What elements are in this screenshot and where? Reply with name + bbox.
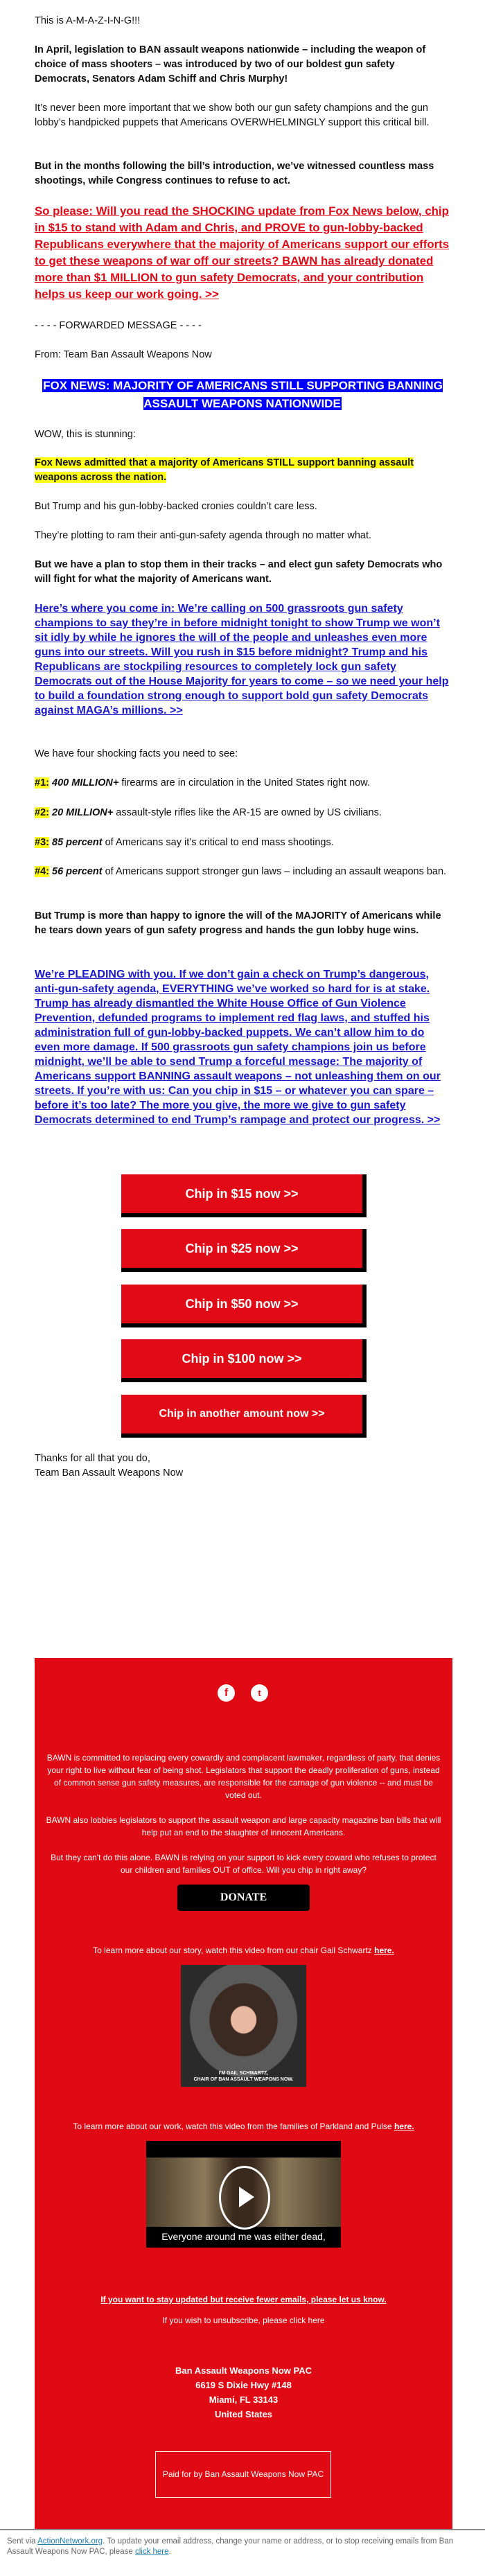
fact-number: #3: xyxy=(35,837,49,848)
chip-in-50-button[interactable]: Chip in $50 now >> xyxy=(121,1285,367,1327)
footer xyxy=(35,1658,452,2529)
unsubscribe-link[interactable]: If you wish to unsubscribe, please click here xyxy=(162,2315,325,2325)
story-text xyxy=(46,1944,441,1957)
paid-for-disclaimer: Paid for by Ban Assault Weapons Now PAC xyxy=(155,2451,331,2498)
highlighted-text: Fox News admitted that a majority of Americans STILL support banning assault weapons across the nation. xyxy=(35,457,414,483)
highlight-paragraph xyxy=(35,456,450,485)
fact-number: #2: xyxy=(35,807,49,818)
sent-prefix: Sent via xyxy=(7,2537,38,2546)
address-line: Miami, FL 33143 xyxy=(209,2394,279,2405)
shootings-paragraph: But in the months following the bill’s introduction, we’ve witnessed countless mass shootings, while Congress continues to refuse to act. xyxy=(35,161,434,186)
work-video-link[interactable]: here. xyxy=(394,2121,414,2131)
caption-line: CHAIR OF BAN ASSAULT WEAPONS NOW. xyxy=(193,2077,294,2082)
trump-paragraph: But Trump and his gun-lobby-backed cronies couldn’t care less. xyxy=(35,501,317,512)
divider xyxy=(0,2529,485,2530)
fact-text: assault-style rifles like the AR-15 are owned by US civilians. xyxy=(113,807,382,818)
chip-in-other-button[interactable]: Chip in another amount now >> xyxy=(121,1395,367,1438)
play-icon xyxy=(219,2166,270,2230)
plan-paragraph: But we have a plan to stop them in their tracks – and elect gun safety Democrats who will fight for what the majority of Americans want. xyxy=(35,559,443,585)
fact-number: #1: xyxy=(35,777,49,788)
actionnetwork-link[interactable]: ActionNetwork.org xyxy=(37,2537,103,2546)
headline-text: FOX NEWS: MAJORITY OF AMERICANS STILL SUPPORTING BANNING ASSAULT WEAPONS NATIONWIDE xyxy=(43,379,443,410)
address-line: Ban Assault Weapons Now PAC xyxy=(175,2365,312,2376)
address-line: 6619 S Dixie Hwy #148 xyxy=(195,2380,292,2390)
legislation-paragraph: In April, legislation to BAN assault weapons nationwide – including the weapon of choice of mass shooters – was introduced by two of our boldest gun safety Democrats, Senators Adam Schiff and Chris Murphy! xyxy=(35,44,426,85)
fewer-emails-text xyxy=(46,2293,441,2306)
fact-item xyxy=(35,776,450,791)
footer-mission: BAWN is committed to replacing every cowardly and complacent lawmaker, regardless of party, that denies your right to live without fear of being shot. Legislators that support the deadly proliferation of guns, instead of common sense gun safety measures, are responsible for the carnage of gun violence -- and must be voted out. xyxy=(46,1753,441,1800)
address-line: United States xyxy=(214,2409,273,2419)
address xyxy=(46,2363,441,2421)
fact-item xyxy=(35,865,450,879)
signoff xyxy=(35,1452,450,1481)
forwarded-divider: - - - - FORWARDED MESSAGE - - - - xyxy=(35,320,202,331)
sent-suffix: . xyxy=(168,2548,171,2556)
from-line: From: Team Ban Assault Weapons Now xyxy=(35,349,212,360)
story-video-link[interactable]: here. xyxy=(374,1946,394,1955)
gail-schwartz-video-thumbnail[interactable] xyxy=(181,1965,306,2087)
donate-link-red[interactable]: So please: Will you read the SHOCKING update from Fox News below, chip in $15 to stand with Adam and Chris, and PROVE to gun-lobby-backed Republicans everywhere that the majority of Americans support our efforts to get these weapons of war off our streets? BAWN has already donated more than $1 MILLION to gun safety Democrats, and your contribution helps us keep our work going. >> xyxy=(35,204,450,301)
twitter-icon[interactable]: t xyxy=(251,1684,268,1702)
donate-button[interactable]: DONATE xyxy=(177,1885,310,1911)
facts-intro: We have four shocking facts you need to see: xyxy=(35,748,238,759)
fact-text: of Americans support stronger gun laws – including an assault weapons ban. xyxy=(102,866,447,877)
wow-text: WOW, this is stunning: xyxy=(35,429,136,440)
fact-item xyxy=(35,836,450,850)
fact-stat: 56 percent xyxy=(52,866,103,877)
caption-line: I'M GAIL SCHWARTZ, xyxy=(218,2071,269,2076)
fact-text: firearms are in circulation in the United States right now. xyxy=(118,777,370,788)
fact-item xyxy=(35,806,450,820)
donate-link-blue-2[interactable]: We’re PLEADING with you. If we don’t gain a check on Trump’s dangerous, anti-gun-safety agenda, EVERYTHING we’ve worked so hard for is at stake. Trump has already dismantled the White House Office of Gun Violence Prevention, defunded programs to implement red flag laws, and stuffed his administration full of gun-lobby-backed puppets. We can’t allow him to do even more damage. If 500 grassroots gun safety champions join us before midnight, we’ll be able to send Trump a forceful message: The majority of Americans support BANNING assault weapons – not unleashing them on our streets. If you’re with us: Can you chip in $15 – or whatever you can spare – before it’s too late? The more you give, the more we give to gun safety Democrats determined to end Trump’s rampage and protect our progress. >> xyxy=(35,969,441,1126)
work-text xyxy=(46,2120,441,2133)
plotting-paragraph: They’re plotting to ram their anti-gun-safety agenda through no matter what. xyxy=(35,530,372,541)
majority-paragraph: But Trump is more than happy to ignore the will of the MAJORITY of Americans while he tears down years of gun safety progress and hands the gun lobby huge wins. xyxy=(35,910,441,936)
signoff-text: Thanks for all that you do, xyxy=(35,1453,150,1464)
fact-number: #4: xyxy=(35,866,49,877)
intro-text: This is A-M-A-Z-I-N-G!!! xyxy=(35,15,141,26)
headline xyxy=(35,377,450,413)
chip-in-15-button[interactable]: Chip in $15 now >> xyxy=(121,1174,367,1217)
fewer-emails-link[interactable]: If you want to stay updated but receive fewer emails, please let us know. xyxy=(100,2295,387,2304)
video-caption: Everyone around me was either dead, xyxy=(161,2231,326,2242)
story-label: To learn more about our story, watch this video from our chair Gail Schwartz xyxy=(93,1946,375,1955)
parkland-pulse-video-thumbnail[interactable] xyxy=(146,2141,341,2248)
sent-middle: . To update your email address, change your name or address, or to stop receiving emails from Ban Assault Weapons Now PAC, please xyxy=(7,2537,454,2556)
work-label: To learn more about our work, watch this video from the families of Parkland and Pulse xyxy=(73,2121,394,2131)
fact-stat: 400 MILLION+ xyxy=(52,777,119,788)
chip-in-25-button[interactable]: Chip in $25 now >> xyxy=(121,1229,367,1272)
fact-stat: 20 MILLION+ xyxy=(52,807,114,818)
thumbnail-caption xyxy=(181,2070,306,2083)
footer-lobbying: BAWN also lobbies legislators to support the assault weapon and large capacity magazine ban bills that will help put an end to the slaughter of innocent Americans. xyxy=(46,1815,441,1837)
donate-link-blue-1[interactable]: Here’s where you come in: We’re calling on 500 grassroots gun safety champions to say they’re in before midnight tonight to show Trump we won’t sit idly by while he ignores the will of the people and unleashes even more guns into our streets. Will you rush in $15 before midnight? Trump and his Republicans are stockpiling resources to completely lock gun safety Democrats out of the House Majority for years to come – so we need your help to build a foundation strong enough to support bold gun safety Democrats against MAGA’s millions. >> xyxy=(35,603,449,716)
sent-via-footer xyxy=(7,2537,478,2557)
fact-stat: 85 percent xyxy=(52,837,103,848)
footer-appeal: But they can't do this alone. BAWN is relying on your support to kick every coward who refuses to protect our children and families OUT of office. Will you chip in right away? xyxy=(51,1853,436,1875)
chip-in-100-button[interactable]: Chip in $100 now >> xyxy=(121,1339,367,1382)
click-here-link[interactable]: click here xyxy=(134,2548,169,2556)
fact-text: of Americans say it’s critical to end mass shootings. xyxy=(102,837,334,848)
facebook-icon[interactable]: f xyxy=(218,1684,235,1702)
importance-paragraph: It’s never been more important that we show both our gun safety champions and the gun lobby’s handpicked puppets that Americans OVERWHELMINGLY support this critical bill. xyxy=(35,103,430,128)
signature: Team Ban Assault Weapons Now xyxy=(35,1467,184,1479)
